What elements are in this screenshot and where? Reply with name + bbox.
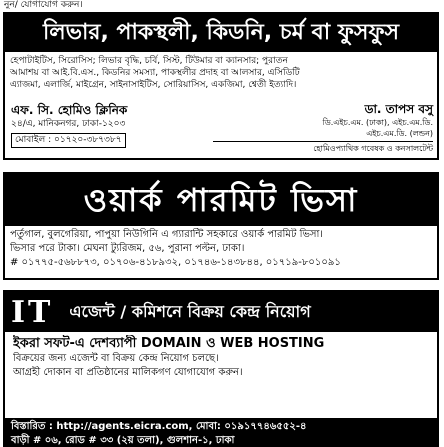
it-agent-headline: ইকরা সফট-এ দেশব্যাপী DOMAIN ও WEB HOSTING — [13, 336, 325, 351]
disease-line: হেপাটাইটিস, সিরোসিস; লিভার বৃদ্ধি, চর্বি, সিস্ট, টিউমার বা ক্যানসার; পুরাতন — [10, 56, 288, 66]
doctor-title: হোমিওপ্যাথিক গবেষক ও কনসালটেন্ট — [213, 141, 433, 154]
it-agent-line: আগ্রহী দোকান বা প্রতিষ্ঠানের মালিকগণ যোগাযোগ করুন। — [13, 367, 243, 378]
it-logo: IT — [11, 294, 54, 330]
clinic-info — [11, 102, 211, 148]
work-permit-visa-ad — [3, 172, 439, 280]
doctor-name: ডা. তাপস বসু — [364, 102, 433, 116]
disease-list — [5, 52, 437, 103]
clinic-name: এফ. সি. হোমিও ক্লিনিক — [11, 103, 128, 117]
it-agent-banner-title: এজেন্ট / কমিশনে বিক্রয় কেন্দ্র নিয়োগ — [69, 301, 311, 321]
clinic-mobile: মোবাইল : ০১৭২০-৩৮৭৩৮৭ — [11, 133, 126, 148]
it-agent-address: বাড়ী # ০৬, রোড # ৩৩ (২য় তলা), গুলশান-১, ঢাকা — [11, 435, 235, 446]
visa-phone-line: # ০১৭৭৫-৫৬৮৮৭৩, ০১৭০৬-৪১৮৯৩২, ০১৭৪৬-১৪৩৮৪৪, ০১৭১৯-৮০১০৯১ — [10, 257, 341, 268]
doctor-info — [213, 102, 433, 154]
it-agent-line: বিক্রয়ের জন্য এজেন্ট বা বিক্রয় কেন্দ্র নিয়োগ চলছে। — [13, 353, 219, 364]
work-permit-banner: ওয়ার্ক পারমিট ভিসা — [5, 174, 437, 226]
it-agent-contact — [5, 418, 437, 447]
visa-details — [5, 226, 437, 270]
visa-line: পর্তুগাল, বুলগেরিয়া, পাপুয়া নিউগিনি এ গ্যারান্টি সহকারে ওয়ার্ক পারমিট ভিসা। — [10, 229, 323, 240]
liver-clinic-banner: লিভার, পাকস্থলী, কিডনি, চর্ম বা ফুসফুস — [5, 14, 437, 52]
it-agent-banner — [5, 292, 437, 332]
disease-line: আমাশয় বা আই.বি.এস., কিডনির সমস্যা, পাকস্থলীর প্রদাহ বা আলসার, এসিডিটি — [10, 68, 300, 78]
disease-line: এ্যাজমা, এলার্জি, মাইগ্রেন, সাইনাসাইটিস, সোরিয়াসিস, একজিমা, শ্বেতী ইত্যাদি। — [10, 80, 297, 90]
it-agent-website: বিস্তারিত : http://agents.eicra.com, মোবা: ০১৯১৭৭৪৬৫৫২-৪ — [11, 421, 307, 432]
visa-line: ভিসার পরে টাকা। মেঘনা ট্যুরিজম, ৫৬, পুরানা পল্টন, ঢাকা। — [10, 243, 245, 254]
doctor-degree: এইচ.এম.ডি. (লন্ডন) — [366, 129, 433, 138]
doctor-degree: ডি.এইচ.এম. (ঢাকা), এইচ.এম.ডি. — [322, 118, 433, 127]
previous-ad-fragment: নুন/ যোগাযোগ করুন। — [4, 0, 83, 10]
it-agent-details — [5, 332, 437, 380]
liver-clinic-ad — [3, 12, 439, 160]
clinic-address: ২৪/এ, মানিকনগর, ঢাকা-১২০৩ — [11, 119, 126, 129]
it-agent-recruitment-ad — [3, 290, 439, 447]
